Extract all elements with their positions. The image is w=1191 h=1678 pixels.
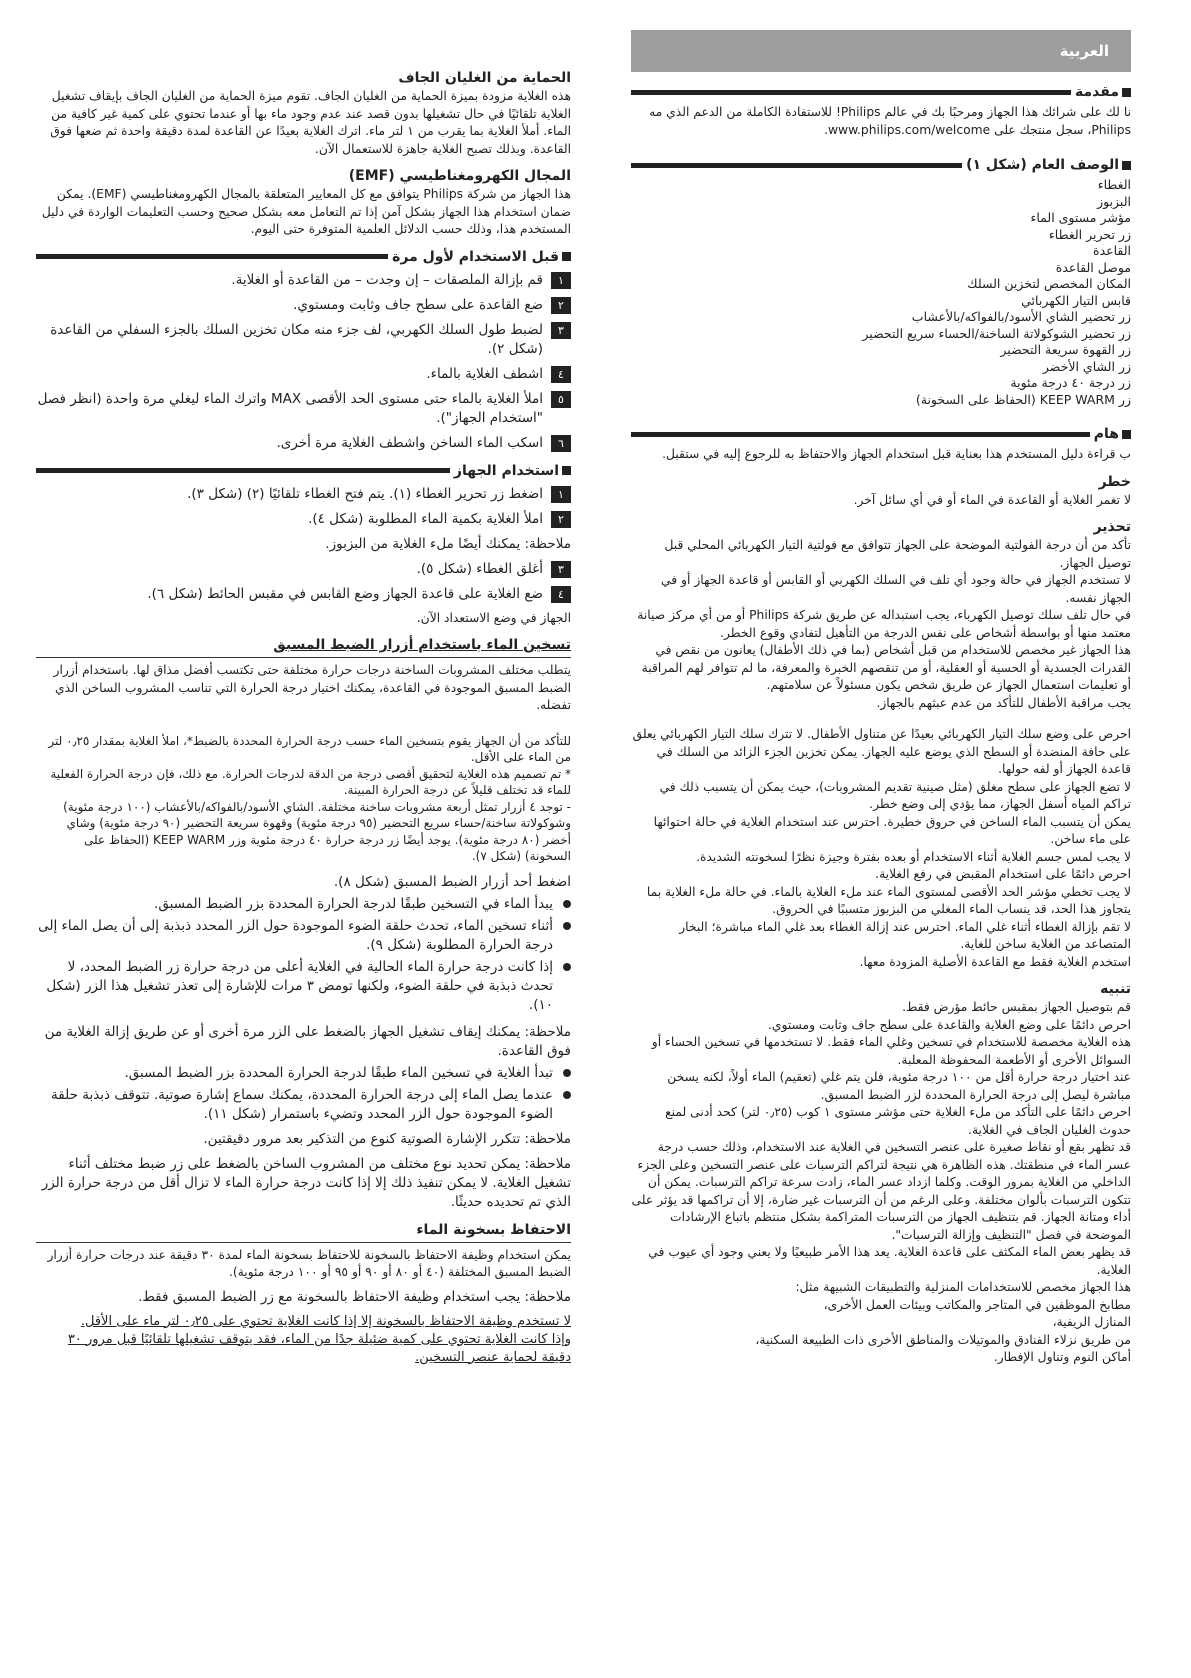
press-preset: اضغط أحد أزرار الضبط المسبق (شكل ٨). [333,873,571,890]
caution-paragraph: هذه الغلاية مخصصة للاستخدام في تسخين وغلي الماء فقط. لا تستخدمها في تسخين الحساء أو السوائل الأخرى أو الأطعمة المحفوظة المعلبة. [651,1035,1131,1067]
warning-paragraph: لا تضع الجهاز على سطح مغلق (مثل صينية تقديم المشروبات)، حيث يمكن أن يتسبب ذلك في تراكم المياه أسفل الجهاز، مما يؤدي إلى وضع خطر. [659,779,1131,811]
emf-text: هذا الجهاز من شركة Philips يتوافق مع كل المعايير المتعلقة بالمجال الكهرومغناطيسي (EMF). يمكن ضمان استخدام هذا الجهاز بشكل آمن إذا تم التعامل معه بشكل صحيح وحسب التعليمات الواردة في دليل المستخدم هذا، وذلك حسب الدلائل العلمية المتوفرة حتى اليوم. [41,187,571,236]
bullet-text: يبدأ الماء في التسخين طبقًا لدرجة الحرارة المحددة بزر الضبط المسبق. [154,895,553,912]
step-item [36,510,571,529]
preset-dash-note: - توجد ٤ أزرار تمثل أربعة مشروبات ساخنة مختلفة. الشاي الأسود/بالفواكه/بالأعشاب (١٠٠ درجة مئوية) وشوكولاتة ساخنة/حساء سريع التحضير (٩٥ درجة مئوية) وقهوة سريعة التحضير (٩٠ درجة مئوية) وشاي أخضر (٨٠ درجة مئوية). يوجد أيضًا زر درجة حرارة ٤٠ درجة مئوية وزر KEEP WARM (الحفاظ على السخونة) (شكل ٧). [63,799,571,863]
bullet-text: عندما يصل الماء إلى درجة الحرارة المحددة، يمكنك سماع إشارة صوتية. تتوقف ذبذبة حلقة الضوء الموجودة حول الزر المحدد وتضيء باستمرار (شكل ١١). [51,1086,553,1122]
standby-text: الجهاز في وضع الاستعداد الآن. [416,610,571,625]
bullet-icon [563,963,571,971]
caution-paragraphs [631,999,1131,1367]
section-heading-overview: الوصف العام (شكل ١) [631,157,1131,173]
keep-warm-text: يمكن استخدام وظيفة الاحتفاظ بالسخونة للاحتفاظ بسخونة الماء لمدة ٣٠ دقيقة عند درجات حرارة أزرار الضبط المسبق المختلفة (٤٠ أو ٨٠ أو ٩٠ أو ٩٥ أو ١٠٠ درجة مئوية). [47,1247,571,1279]
warning-paragraph: لا تستخدم الجهاز في حالة وجود أي تلف في السلك الكهربي أو القابس أو قاعدة الجهاز أو في الجهاز نفسه. [661,573,1131,605]
bullet-text: إذا كانت درجة حرارة الماء الحالية في الغلاية أعلى من درجة حرارة زر الضبط المحدد، لا تحدث ذبذبة في حلقة الضوء، ولكنها تومض ٣ مرات للإشارة إلى تعذر تشغيل هذا الزر (شكل ١٠). [46,958,553,1013]
overview-item: زر الشاي الأخضر [1042,358,1131,374]
bullet-item [36,917,571,955]
divider [36,1242,571,1243]
bullet-icon [563,922,571,930]
caution-paragraph: مطابخ الموظفين في المتاجر والمكاتب وبيئات العمل الأخرى، [823,1297,1131,1312]
note-fill-spout: ملاحظة: يمكنك أيضًا ملء الغلاية من البزبوز. [325,535,571,552]
step-item [36,434,571,453]
using-steps-2 [36,560,571,604]
warning-paragraph: احرص على وضع سلك التيار الكهربائي بعيدًا عن متناول الأطفال. لا تترك سلك التيار الكهربائي يعلق على حافة المنضدة أو السطح الذي يوضع عليه الجهاز. يمكن تخزين الجزء الزائد من السلك في قاعدة الجهاز أو لفه حولها. [632,727,1131,776]
using-steps [36,485,571,529]
caution-paragraph: من طريق نزلاء الفنادق والموتيلات والمناطق الأخرى ذات الطبيعة السكنية، [755,1332,1131,1347]
caution-paragraph: عند اختيار درجة حرارة أقل من ١٠٠ درجة مئوية، فلن يتم غلي (تعقيم) الماء أولاً، لكنه يسخن مباشرة ليصل إلى درجة الحرارة المحددة لزر الضبط المسبق. [667,1070,1131,1102]
step-number: ١ [551,486,571,503]
warning-title: تحذير [1093,519,1131,535]
emf-title: المجال الكهرومغناطيسي (EMF) [348,168,571,184]
warning-paragraph: احرص دائمًا على استخدام المقبض في رفع الغلاية. [875,867,1131,881]
overview-item: قابس التيار الكهربائي [1021,292,1131,308]
section-heading-using: استخدام الجهاز [36,463,571,479]
step-number: ٢ [551,511,571,528]
step-number: ٣ [551,561,571,578]
warning-paragraph: لا يجب لمس جسم الغلاية أثناء الاستخدام أو بعده بفترة وجيزة نظرًا لسخونته الشديدة. [696,849,1131,864]
caution-title: تنبيه [1100,981,1131,997]
keep-warm-warning-1: لا تستخدم وظيفة الاحتفاظ بالسخونة إلا إذا كانت الغلاية تحتوي على ٠٫٢٥ لتر ماء على الأقل. [80,1313,571,1329]
dry-boil-text: هذه الغلاية مزودة بميزة الحماية من الغليان الجاف. تقوم ميزة الحماية من الغليان الجاف بإيقاف تشغيل الغلاية تلقائيًا في حال تشغيلها بدون قصد عند عدم وجود ماء بها أو عندما تحتوي على كمية غير كافية من الماء. أملأ الغلاية بما يقرب من ١ لتر ماء. اترك الغلاية بعيدًا عن القاعدة لمدة دقيقة واحدة ثم ضعها فوق القاعدة. وبذلك تصبح الغلاية جاهزة للاستعمال الآن. [50,89,571,156]
caution-paragraph: هذا الجهاز مخصص للاستخدامات المنزلية والتطبيقات الشبيهة مثل: [795,1280,1131,1294]
preset-bullets-2 [36,1064,571,1124]
step-item [36,390,571,428]
step-number: ٥ [551,391,571,408]
step-item [36,560,571,579]
overview-list [631,177,1131,408]
danger-text: لا تغمر الغلاية أو القاعدة في الماء أو في أي سائل آخر. [853,492,1131,507]
step-text: اضغط زر تحرير الغطاء (١). يتم فتح الغطاء تلقائيًا (٢) (شكل ٣). [187,485,543,502]
warning-paragraph: هذا الجهاز غير مخصص للاستخدام من قبل أشخاص (بما في ذلك الأطفال) يعانون من نقص في القدرات الجسدية أو الحسية أو العقلية، أو من تنقصهم الخبرة والمعرفة، ما لم تتوافر لهم المراقبة أو تعليمات استعمال الجهاز عن طريق شخص يكون مسئولاً عن سلامتهم. [641,643,1131,692]
step-text: اسكب الماء الساخن واشطف الغلاية مرة أخرى. [276,434,543,451]
preset-intro: يتطلب مختلف المشروبات الساخنة درجات حرارة مختلفة حتى تكتسب أفضل مذاق لها. باستخدام أزرار الضبط المسبق الموجودة في القاعدة، يمكنك اختيار درجة الحرارة التي تناسب المشروب الساخن الذي تفضله. [53,663,571,712]
note-stop: ملاحظة: يمكنك إيقاف تشغيل الجهاز بالضغط على الزر مرة أخرى أو عن طريق إزالة الغلاية من فوق القاعدة. [44,1023,571,1059]
section-heading-intro: مقدمة [631,84,1131,100]
warning-paragraphs [631,537,1131,971]
caution-paragraph: المنازل الريفية، [1052,1315,1131,1329]
divider [36,657,571,658]
keep-warm-title: الاحتفاظ بسخونة الماء [416,1221,571,1238]
step-text: ضع الغلاية على قاعدة الجهاز وضع القابس في مقبس الحائط (شكل ٦). [147,585,543,602]
warning-paragraph: يمكن أن يتسبب الماء الساخن في حروق خطيرة. احترس عند استخدام الغلاية في حالة احتوائها على ماء ساخن. [653,814,1131,846]
section-heading-important: هام [631,426,1131,442]
caution-paragraph: قم بتوصيل الجهاز بمقبس حائط مؤرض فقط. [902,1000,1131,1014]
step-item [36,296,571,315]
bullet-item [36,1064,571,1083]
bullet-icon [563,1091,571,1099]
caution-paragraph: أماكن النوم وتناول الإفطار. [993,1350,1131,1364]
danger-title: خطر [1098,473,1131,490]
step-text: املأ الغلاية بالماء حتى مستوى الحد الأقصى MAX واترك الماء ليغلي مرة واحدة (انظر فصل "استخدام الجهاز"). [37,390,543,426]
bullet-text: أثناء تسخين الماء، تحدث حلقة الضوء الموجودة حول الزر المحدد ذبذبة إلى أن يصل الماء إلى درجة الحرارة المطلوبة (شكل ٩). [38,917,553,953]
preset-title: تسخين الماء باستخدام أزرار الضبط المسبق [273,637,571,653]
warning-paragraph: لا يجب تخطي مؤشر الحد الأقصى لمستوى الماء عند ملء الغلاية بالماء. في حالة ملء الغلاية بما يتجاوز هذا الحد، قد ينساب الماء المغلي من البزبوز متسببًا في الحروق. [646,884,1131,916]
language-tab: العربية [631,30,1131,72]
overview-item: زر KEEP WARM (الحفاظ على السخونة) [915,391,1131,407]
preset-bullets [36,895,571,1015]
overview-item: البزبوز [1097,193,1131,209]
caution-paragraph: احرص دائمًا على وضع الغلاية والقاعدة على سطح جاف وثابت ومستوي. [767,1017,1131,1032]
step-number: ٢ [551,297,571,314]
step-text: قم بإزالة الملصقات – إن وجدت – من القاعدة أو الغلاية. [231,271,543,288]
warning-paragraph: في حال تلف سلك توصيل الكهرباء، يجب استبداله عن طريق شركة Philips أو من أي مركز صيانة معتمد منها أو بواسطة أشخاص على نفس الدرجة من التأهيل لتفادي وقوع الخطر. [637,608,1131,640]
left-column [36,60,571,1367]
dry-boil-title: الحماية من الغليان الجاف [398,70,571,86]
overview-item: المكان المخصص لتخزين السلك [967,276,1131,291]
section-heading-first-use: قبل الاستخدام لأول مرة [36,249,571,265]
step-item [36,485,571,504]
step-number: ٦ [551,435,571,452]
step-item [36,271,571,290]
caution-paragraph: قد يظهر بعض الماء المكثف على قاعدة الغلاية. يعد هذا الأمر طبيعيًا ولا يعني وجود أي عيوب في الغلاية. [648,1245,1131,1277]
right-column [631,30,1131,1367]
bullet-icon [563,1069,571,1077]
step-number: ٤ [551,586,571,603]
overview-item: زر تحضير الشاي الأسود/بالفواكه/بالأعشاب [911,309,1131,324]
overview-item: الغطاء [1097,177,1131,192]
keep-warm-note: ملاحظة: يجب استخدام وظيفة الاحتفاظ بالسخونة مع زر الضبط المسبق فقط. [138,1288,571,1305]
bullet-item [36,1086,571,1124]
bullet-icon [563,900,571,908]
step-number: ١ [551,272,571,289]
step-item [36,365,571,384]
caution-paragraph: قد تظهر بقع أو نقاط صغيرة على عنصر التسخين في الغلاية عند الاستخدام، وذلك حسب درجة عسر الماء في منطقتك. هذه الظاهرة هي نتيجة لتراكم الترسبات على عنصر التسخين وعلى الجزء الداخلي من الغلاية بمرور الوقت. وكلما ازداد عسر الماء، زادت سرعة تراكم الترسبات. يمكن أن تتكون الترسبات بألوان مختلفة. وعلى الرغم من أن الترسبات غير ضارة، إلا أن تراكمها قد يؤثر على أداء ومتانة الجهاز. قم بتنظيف الجهاز من الترسبات المتراكمة بشكل منتظم باتباع الإرشادات الموضحة في فصل "التنظيف وإزالة الترسبات". [631,1140,1131,1242]
overview-item: القاعدة [1093,243,1131,258]
overview-item: زر القهوة سريعة التحضير [1000,342,1131,357]
bullet-text: تبدأ الغلاية في تسخين الماء طبقًا لدرجة الحرارة المحددة بزر الضبط المسبق. [124,1064,553,1081]
warning-paragraph: استخدم الغلاية فقط مع القاعدة الأصلية المزودة معها. [859,954,1131,969]
warning-paragraph: لا تقم بإزالة الغطاء أثناء غلي الماء. احترس عند إزالة الغطاء بعد غلي الماء مباشرة؛ البخار المتصاعد من الغلاية ساخن للغاية. [679,919,1131,951]
overview-item: مؤشر مستوى الماء [1030,210,1131,225]
warning-paragraph: تأكد من أن درجة الفولتية الموضحة على الجهاز تتوافق مع فولتية التيار الكهربائي المحلي قبل توصيل الجهاز. [664,538,1131,570]
note-beep: ملاحظة: تتكرر الإشارة الصوتية كنوع من التذكير بعد مرور دقيقتين. [203,1130,571,1147]
warning-paragraph: يجب مراقبة الأطفال للتأكد من عدم عبثهم بالجهاز. [876,695,1131,710]
preset-star-note: * تم تصميم هذه الغلاية لتحقيق أقصى درجة من الدقة لدرجات الحرارة. مع ذلك، فإن درجة الحرارة الفعلية للماء قد تختلف قليلاً عن درجة الحرارة المبينة. [50,766,571,797]
first-use-steps [36,271,571,453]
overview-item: موصل القاعدة [1055,259,1131,275]
preset-note: للتأكد من أن الجهاز يقوم بتسخين الماء حسب درجة الحرارة المحددة بالضبط*، املأ الغلاية بمقدار ٠٫٢٥ لتر من الماء على الأقل. [48,733,571,764]
step-text: لضبط طول السلك الكهربي، لف جزء منه مكان تخزين السلك بالجزء السفلي من القاعدة (شكل ٢). [50,321,543,357]
step-item [36,585,571,604]
step-number: ٤ [551,366,571,383]
overview-item: زر تحضير الشوكولاتة الساخنة/الحساء سريع التحضير [862,325,1131,341]
intro-text: نا لك على شرائك هذا الجهاز ومرحبًا بك في عالم Philips! للاستفادة الكاملة من الدعم الذي مه Philips، سجل منتجك على www.philips.com/welcome. [649,105,1131,137]
step-text: أغلق الغطاء (شكل ٥). [416,560,543,577]
step-number: ٣ [551,322,571,339]
step-item [36,321,571,359]
keep-warm-warning-2: وإذا كانت الغلاية تحتوي على كمية ضئيلة جدًا من الماء، فقد يتوقف تشغيلها تلقائيًا قبل مرور ٣٠ دقيقة لحماية عنصر التسخين. [67,1331,571,1365]
note-select: ملاحظة: يمكن تحديد نوع مختلف من المشروب الساخن بالضغط على زر ضبط مختلف أثناء تشغيل الغلاية. لا يمكن تنفيذ ذلك إلا إذا كانت درجة حرارة الماء لا تزال أقل من درجة حرارة الزر الذي تم تحديده حديثًا. [41,1155,571,1210]
step-text: املأ الغلاية بكمية الماء المطلوبة (شكل ٤). [308,510,543,527]
important-intro: ب قراءة دليل المستخدم هذا بعناية قبل استخدام الجهاز والاحتفاظ به للرجوع إليه في ستقبل. [662,447,1131,461]
overview-item: زر درجة ٤٠ درجة مئوية [1010,375,1131,390]
step-text: ضع القاعدة على سطح جاف وثابت ومستوي. [293,296,543,313]
bullet-item [36,895,571,914]
caution-paragraph: احرص دائمًا على التأكد من ملء الغلاية حتى مؤشر مستوى ١ كوب (٠٫٢٥ لتر) كحد أدنى لمنع حدوث الغليان الجاف في الغلاية. [665,1105,1131,1137]
overview-item: زر تحرير الغطاء [1048,226,1131,242]
step-text: اشطف الغلاية بالماء. [426,365,543,382]
bullet-item [36,958,571,1015]
